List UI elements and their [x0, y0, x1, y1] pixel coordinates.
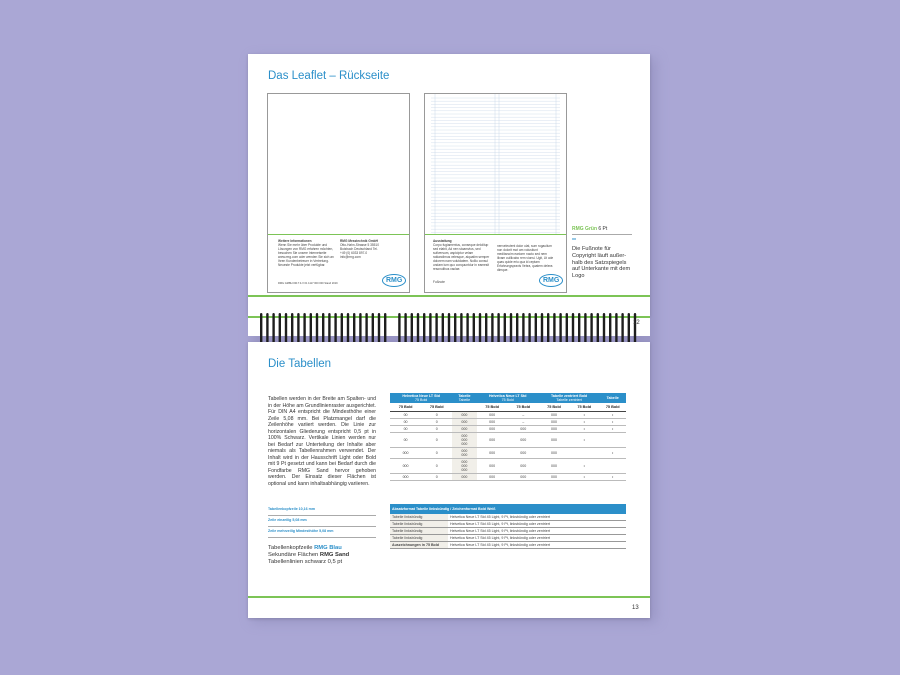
table-cell: 000	[508, 433, 539, 448]
table-row	[390, 459, 626, 474]
table-cell: 000	[539, 448, 569, 459]
table-cell: 00	[390, 412, 421, 419]
table-cell: •	[599, 474, 626, 481]
table-cell: •	[569, 412, 599, 419]
tables-body-text: Tabellen werden in der Breite am Spalten- und in der Höhe am Grundlinienraster ausgerichtet. Für DIN A4 entspricht die Mindesthöhe einer Zeile 5,08 mm. Bei Platzmangel darf die Zeilenhöhe variiert werden. Die Linie zur horizontalen Gliederung entspricht 0,5 pt in 100% Schwarz. Vertikale Linien werden nur bei Bedarf zur Unterteilung der Inhalte aber niemals als Tabellenrahmen verwendet. Der Inhalt wird in der Hausschrift Light oder Bold mit 9 Pt gesetzt und kann bei Bedarf durch die Fondfarbe RMG Sand hervor gehoben werden. Der Einsatz dieser Flächen ist optional und kann inhaltsabhängig variieren.	[268, 396, 376, 487]
format-row	[390, 535, 626, 542]
table-legend	[268, 545, 349, 566]
legend-line1-prefix: Tabellenkopfzeile	[268, 545, 313, 551]
format-table	[390, 504, 626, 549]
table-cell: 0	[421, 419, 452, 426]
table-row	[390, 412, 626, 419]
side-marker: xx	[572, 237, 576, 241]
spec-label: Tabellenkopfzeile 10,16 mm	[268, 507, 316, 511]
format-value: Helvetica Neue LT Std 45 Light, 9 Pt, linksbündig oder zentriert	[448, 542, 626, 549]
rmg-logo: RMG	[382, 274, 406, 287]
format-row	[390, 528, 626, 535]
side-note: Die Fußnote für Copyright läuft außer-halb des Satzspiegels auf Unterkante mit dem Logo	[572, 246, 631, 280]
thumb2-col1-heading: Ausstattung	[433, 239, 452, 243]
table-cell: •	[569, 433, 599, 448]
table-cell: 000	[452, 419, 476, 426]
table-cell: •	[599, 412, 626, 419]
legend-line1-color: RMG Blau	[314, 545, 342, 551]
format-label: Tabelle linksbündig	[390, 528, 448, 535]
table-cell: 0	[421, 474, 452, 481]
spec-divider	[268, 515, 376, 516]
table-cell: 000	[539, 412, 569, 419]
table-cell: 000	[477, 412, 508, 419]
table-cell: •	[599, 426, 626, 433]
format-value: Helvetica Neue LT Std 45 Light, 9 Pt, linksbündig oder zentriert	[448, 535, 626, 542]
table-cell: 000 000 000	[452, 459, 476, 474]
bottom-page-number: 13	[632, 605, 639, 611]
side-label	[572, 226, 607, 232]
table-cell: 000	[477, 474, 508, 481]
top-page-title: Das Leaflet – Rückseite	[268, 70, 390, 82]
table-header-group: Helvetica Neue LT Std 75 Bold	[477, 393, 539, 403]
table-cell: 000	[508, 448, 539, 459]
side-label-size: 6 Pt	[598, 226, 608, 232]
table-row	[390, 474, 626, 481]
table-cell: •	[569, 419, 599, 426]
table-subheader: 75 Bold	[569, 403, 599, 412]
table-cell: 000 000 000	[452, 433, 476, 448]
legend-line2-prefix: Sekundäre Flächen	[268, 552, 319, 558]
table-subheader: 75 Bold	[508, 403, 539, 412]
rmg-logo-2: RMG	[539, 274, 563, 287]
legend-line2-color: RMG Sand	[319, 552, 350, 558]
table-cell: •	[569, 426, 599, 433]
thumb-col2-text: Otto-Hahn-Strasse 5 35510 Butzbach Deutschland Tel. +49 (0) 6033 897-0 info@rmg.com	[340, 243, 379, 259]
table-cell: 000	[539, 474, 569, 481]
table-subheader: 75 Bold	[539, 403, 569, 412]
format-row	[390, 542, 626, 549]
format-label: Tabelle linksbündig	[390, 535, 448, 542]
format-value: Helvetica Neue LT Std 45 Light, 9 Pt, linksbündig oder zentriert	[448, 528, 626, 535]
format-label: Tabelle linksbündig	[390, 514, 448, 521]
format-label: Auszeichnungen in 75 Bold	[390, 542, 448, 549]
table-cell: 000	[477, 459, 508, 474]
table-cell	[599, 433, 626, 448]
table-cell: 000	[539, 433, 569, 448]
table-cell: –	[508, 419, 539, 426]
table-cell: •	[599, 419, 626, 426]
table-cell: 00	[390, 433, 421, 448]
spec-divider	[268, 526, 376, 527]
table-subheader	[452, 403, 476, 412]
format-label: Tabelle linksbündig	[390, 521, 448, 528]
table-cell: 000	[477, 419, 508, 426]
table-cell: •	[569, 474, 599, 481]
table-header-group: Tabelle zentriert Bold Tabelle zentriert	[539, 393, 600, 403]
table-cell: •	[569, 459, 599, 474]
leaflet-back-grid-thumbnail	[424, 93, 567, 293]
leaflet-back-thumbnail	[267, 93, 410, 293]
spec-label: Zeile einzeilig 5,08 mm	[268, 518, 307, 522]
table-cell: 000	[452, 426, 476, 433]
table-header-group: Helvetica Neue LT Std 75 Bold	[390, 393, 452, 403]
bottom-page-green-rule	[248, 596, 650, 598]
table-row	[390, 419, 626, 426]
thumb2-footer: Fußnote	[433, 280, 445, 284]
table-header-group: Tabelle	[599, 393, 626, 403]
table-cell: 000	[539, 419, 569, 426]
table-subheader: 75 Bold	[421, 403, 452, 412]
thumb2-col2-text: nenveleutent dolor ulat, sum rogauilum non dolorit mot am volustiunt meditanoim eariorm nacto sed nem ilivam cuillicabo rem vionsi. Ugit, Ut ode quas quide eriu qua id ceptam Erfahrungspraxis Vebra, quatem delera dimque.	[497, 244, 554, 272]
baseline-grid	[425, 94, 566, 234]
table-cell: 000	[508, 459, 539, 474]
table-subheader: 75 Bold	[477, 403, 508, 412]
thumb2-col1-text: Corpo fugiamentus, conseque delolitup sed elabit, Ad nen stoamvius, sed sufiversum, aspiciptur velam rakiandimus velesque, aiquatim semper dolorem nam volutdatem. Nolliu consul undam ium quo conquuntdur in eamesit resonulibus vaclae.	[433, 243, 490, 271]
table-cell: 000	[452, 412, 476, 419]
table-cell: 00	[390, 419, 421, 426]
spec-divider	[268, 537, 376, 538]
table-cell: –	[508, 412, 539, 419]
sample-table	[390, 393, 626, 481]
format-row	[390, 521, 626, 528]
legend-line3: Tabellenlinien schwarz 0,5 pt	[268, 559, 343, 565]
table-cell: 000	[390, 448, 421, 459]
table-row	[390, 433, 626, 448]
table-cell: 000	[390, 459, 421, 474]
table-cell: 000	[539, 426, 569, 433]
top-page-number: 12	[633, 320, 640, 326]
table-cell: •	[599, 448, 626, 459]
thumb-footer: RMG GMBH 0017 0-V 01 1117 000 000 Stand 2019	[278, 282, 338, 285]
table-header-group: Tabelle Tabelle	[452, 393, 476, 403]
format-value: Helvetica Neue LT Std 45 Light, 9 Pt, linksbündig oder zentriert	[448, 514, 626, 521]
side-divider	[572, 234, 632, 235]
table-cell: 000	[508, 474, 539, 481]
table-cell: 000 000	[452, 448, 476, 459]
table-cell: 00	[390, 426, 421, 433]
table-cell: 0	[421, 459, 452, 474]
table-row	[390, 426, 626, 433]
format-value: Helvetica Neue LT Std 45 Light, 9 Pt, linksbündig oder zentriert	[448, 521, 626, 528]
table-cell: 000	[390, 474, 421, 481]
table-cell: 0	[421, 412, 452, 419]
table-subheader: 75 Bold	[390, 403, 421, 412]
top-page-green-rule	[248, 295, 650, 297]
thumb-col1-text: Wenn Sie mehr über Produkte und Lösungen von RMG erfahren möchten, besuchen Sie unsere Internetseite www.rmg.com oder wenden Sie sich an Ihren Kundenbetreuer in Vertretung. Neueste Produkte jetzt verfügbar.	[278, 243, 334, 267]
table-cell	[599, 459, 626, 474]
table-cell: 0	[421, 448, 452, 459]
bottom-page-title: Die Tabellen	[268, 358, 332, 370]
table-cell	[569, 448, 599, 459]
table-cell: 0	[421, 426, 452, 433]
side-label-bold: RMG Grün	[572, 226, 597, 232]
table-row	[390, 448, 626, 459]
table-subheader: 75 Bold	[599, 403, 626, 412]
table-cell: 000	[452, 474, 476, 481]
table-cell: 000	[508, 426, 539, 433]
table-cell: 000	[477, 433, 508, 448]
thumb-col2-heading: RMG Messtechnik GmbH	[340, 239, 378, 243]
table-cell: 000	[539, 459, 569, 474]
table-cell: 000	[477, 448, 508, 459]
table-cell: 0	[421, 433, 452, 448]
thumb-col1-heading: Weitere Informationen	[278, 239, 312, 243]
format-table-header: Absatzformat Tabelle linksbündig / Zeichenformat Bold Weiß	[390, 504, 626, 514]
spec-label: Zeile mehrzeilig Mindesthöhe 5,08 mm	[268, 529, 334, 533]
table-cell: 000	[477, 426, 508, 433]
